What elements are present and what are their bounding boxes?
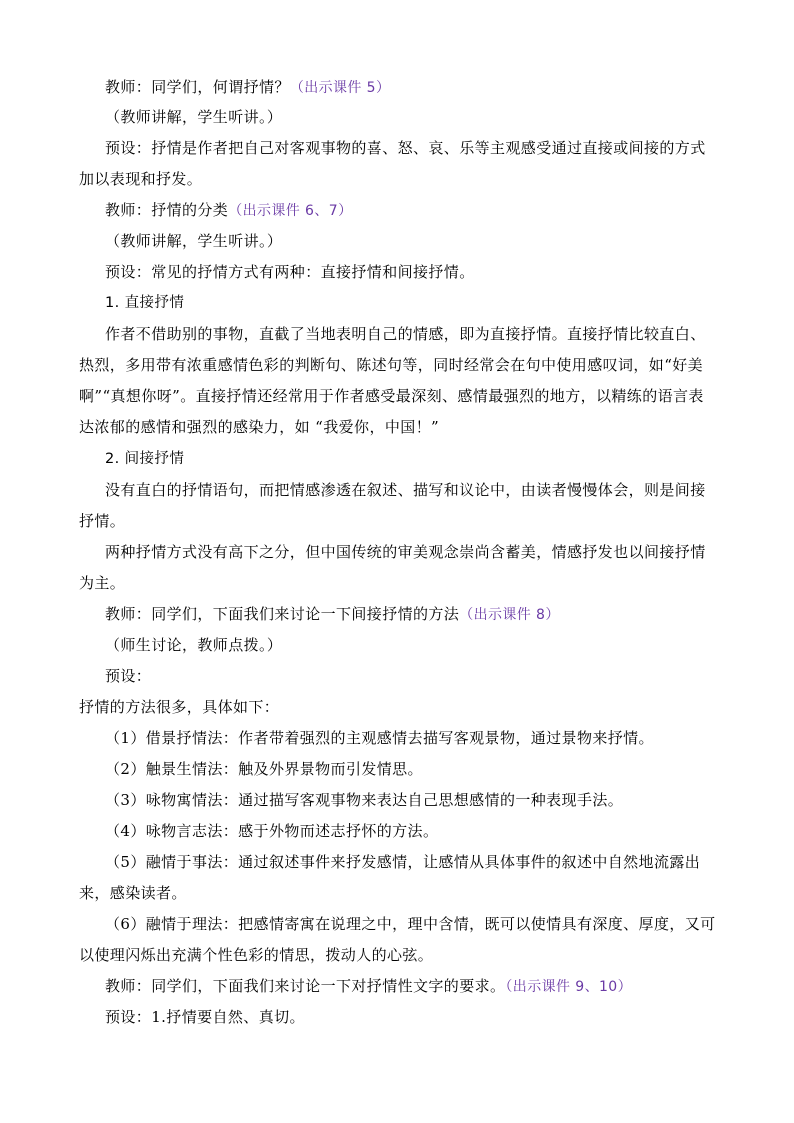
courseware-note: （出示课件 5） [289, 80, 391, 96]
paragraph-text: 教师：同学们，下面我们来讨论一下对抒情性文字的要求。 [105, 977, 506, 995]
courseware-note: （出示课件 9、10） [505, 979, 632, 995]
paragraph-teacher-requirements [79, 971, 719, 1003]
heading-indirect-lyric: 2. 间接抒情 [105, 451, 185, 467]
list-item-method-6: （6）融情于理法：把感情寄寓在说理之中，理中含情，既可以使情具有深度、厚度，又可以使理闪烁出充满个性色彩的情思，拨动人的心弦。 [79, 915, 716, 964]
paragraph-methods-intro: 抒情的方法很多，具体如下： [79, 698, 280, 716]
list-item-method-5: （5）融情于事法：通过叙述事件来抒发感情，让感情从具体事件的叙述中自然地流露出来，感染读者。 [79, 853, 701, 902]
list-item-method-2: （2）触景生情法：触及外界景物而引发情思。 [105, 760, 423, 778]
paragraph-text: 教师：同学们，下面我们来讨论一下间接抒情的方法 [105, 605, 460, 623]
courseware-note: （出示课件 8） [459, 607, 560, 623]
paragraph-text: 教师：同学们，何谓抒情？ [105, 78, 290, 96]
paragraph-two-methods: 两种抒情方式没有高下之分，但中国传统的审美观念崇尚含蓄美，情感抒发也以间接抒情为主。 [79, 543, 706, 592]
list-item-method-1: （1）借景抒情法：作者带着强烈的主观感情去描写客观景物，通过景物来抒情。 [105, 729, 654, 747]
paragraph-instruction: （教师讲解，学生听讲。） [105, 108, 283, 126]
paragraph-teacher-classification [79, 195, 719, 227]
paragraph-indirect-lyric-body: 没有直白的抒情语句，而把情感渗透在叙述、描写和议论中，由读者慢慢体会，则是间接抒情。 [79, 481, 706, 530]
paragraph-instruction: （师生讨论，教师点拨。） [105, 636, 283, 654]
paragraph-text: 教师：抒情的分类 [105, 201, 229, 219]
paragraph-preset-definition: 预设：抒情是作者把自己对客观事物的喜、怒、哀、乐等主观感受通过直接或间接的方式加以表现和抒发。 [79, 139, 706, 188]
list-item-method-4: （4）咏物言志法：感于外物而述志抒怀的方法。 [105, 822, 439, 840]
paragraph-direct-lyric-body: 作者不借助别的事物，直截了当地表明自己的情感，即为直接抒情。直接抒情比较直白、热烈，多用带有浓重感情色彩的判断句、陈述句等，同时经常会在句中使用感叹词，如“好美啊”“真想你呀”。直接抒情还经常用于作者感受最深刻、感情最强烈的地方，以精练的语言表达浓郁的感情和强烈的感染力，如 “我爱你，中国！” [79, 325, 706, 436]
heading-direct-lyric: 1. 直接抒情 [105, 295, 185, 311]
paragraph-preset-requirement-1: 预设：1.抒情要自然、真切。 [105, 1008, 305, 1026]
paragraph-instruction: （教师讲解，学生听讲。） [105, 232, 283, 250]
paragraph-preset-label: 预设： [105, 667, 152, 685]
courseware-note: （出示课件 6、7） [228, 203, 353, 219]
paragraph-teacher-question-1 [79, 72, 719, 104]
list-item-method-3: （3）咏物寓情法：通过描写客观事物来表达自己思想感情的一种表现手法。 [105, 791, 624, 809]
paragraph-teacher-discussion [79, 599, 719, 631]
paragraph-preset-types: 预设：常见的抒情方式有两种：直接抒情和间接抒情。 [105, 263, 475, 281]
